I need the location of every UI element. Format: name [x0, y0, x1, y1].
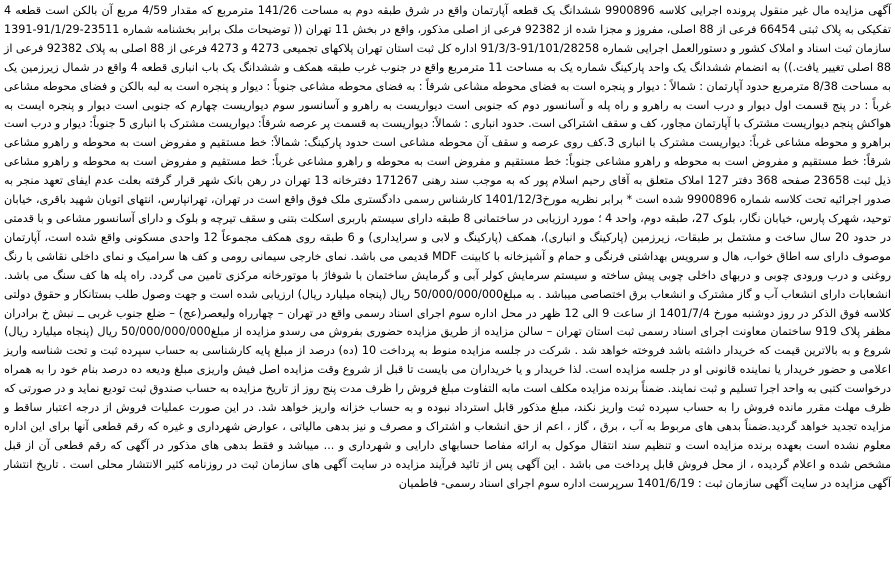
- auction-notice-text: آگهی مزایده مال غیر منقول پرونده اجرایی کلاسه 9900896 ششدانگ یک قطعه آپارتمان واقع در شرق طبقه دوم به مساحت 141/26 مترمربع که مقدار 4/59 مربع آن بالکن است قطعه 4 تفکیکی به پلاک ثبتی 66454 فرعی از 88 اصلی، مفروز و مجزا شده از 92382 فرعی از اصلی مذکور، واقع در بخش 11 تهران (( توضیحات ملک برابر بخشنامه شماره 23511-91/1/29-1391 سازمان ثبت اسناد و املاک کشور و دستورالعمل اجرایی شماره 91/101/28258-91/3/3 اداره کل ثبت استان تهران پلاکهای تجمیعی 4273 و 4273 فرعی از 88 اصلی به پلاک 92382 فرعی از 88 اصلی تغییر یافت.)) به انضمام ششدانگ یک واحد پارکینگ شماره یک به مساحت 11 مترمربع واقع در جنوب غرب طبقه همکف و ششدانگ یک باب انباری قطعه 4 واقع در شمال زیرزمین یک به مساحت 8/38 مترمربع حدود آپارتمان : شمالاً : دیوار و پنجره است به فضای محوطه مشاعی شرقاً : به فضای محوطه مشاعی جنوباً : دیوار و پنجره است به لبه بالکن و فضای محوطه مشاعی غرباً : در پنج قسمت اول دیوار و درب است به راهرو و راه پله و آسانسور دوم که جنوبی است دیواریست به راهرو و آسانسور سوم دیواریست چهارم که جنوبی است دیوار و پنجره ایست به هواکش پنجم دیواریست مشترک با آپارتمان مجاور، کف و سقف اشتراکی است. حدود انباری : شمالاً: دیواریست به قسمت پر عرصه شرقاً: دیواریست مشترک با انباری 5 جنوباً: دیوار و درب است براهرو و محوطه مشاعی غرباً: دیواریست مشترک با انباری 3.کف روی عرصه و سقف آن محوطه مشاعی است حدود پارکینگ: شمالاً: خط مستقیم و مفروض است به محوطه و راهرو مشاعی شرقاً: خط مستقیم و مفروض است به محوطه و راهرو مشاعی جنوباً: خط مستقیم و مفروض است به محوطه و راهرو مشاعی غرباً: خط مستقیم و مفروض است به محوطه و راهرو مشاعی ذیل ثبت 23658 صفحه 368 دفتر 127 املاک متعلق به آقای رحیم اسلام پور که به موجب سند رهنی 171267 دفترخانه 13 تهران در رهن بانک شهر قرار گرفته بعلت عدم ایفای تعهد منجر به صدور اجرائیه تحت کلاسه شماره 9900896 شده است * برابر نظریه مورخ1401/12/3 کارشناس رسمی دادگستری ملک فوق واقع است در تهران، تهرانپارس، انتهای اتوبان شهید باقری، خیابان توحید، شهرک پارس، خیابان نگار، بلوک 27، طبقه دوم، واحد 4 ؛ مورد ارزیابی در ساختمانی 8 طبقه دارای سیستم باربری اسکلت بتنی و سقف تیرچه و بلوک و دارای آسانسور مشاعی و با قدمتی در حدود 20 سال ساخت و مشتمل بر طبقات، زیرزمین (پارکینگ و انباری)، همکف (پارکینگ و لابی و سرایداری) و 6 طبقه روی همکف مجموعاً 12 واحدی مسکونی واقع شده است، آپارتمان موصوف دارای سه اطاق خواب، هال و سرویس بهداشتی فرنگی و حمام و آشپزخانه با کابینت MDF قدیمی می باشد. نمای خارجی سیمانی رومی و کف ها سرامیک و نمای داخلی نقاشی با رنگ روغنی و درب ورودی چوبی و دربهای داخلی چوبی پیش ساخته و سیستم سرمایش کولر آبی و گرمایش ساختمان با شوفاژ با موتورخانه مرکزی تامین می گردد. راه پله ها کف سنگ می باشد. انشعابات دارای انشعاب آب و گاز مشترک و انشعاب برق اختصاصی میباشد . به مبلغ50/000/000/000 ریال (پنجاه میلیارد ریال) ارزیابی شده است و جهت وصول طلب بستانکار و حقوق دولتی کلاسه فوق الذکر در روز دوشنبه مورخ 1401/7/4 از ساعت 9 الی 12 ظهر در محل اداره سوم اجرای اسناد رسمی واقع در تهران – چهارراه ولیعصر(عج) – ضلع جنوب غربی ــ نبش خ برادران مظفر پلاک 919 ساختمان معاونت اجرای اسناد رسمی ثبت استان تهران – سالن مزایده از طریق مزایده حضوری بفروش می رسدو مزایده از مبلغ50/000/000/000 ریال (پنجاه میلیارد ریال) شروع و به بالاترین قیمت که خریدار داشته باشد فروخته خواهد شد . شرکت در جلسه مزایده منوط به پرداخت 10 (ده) درصد از مبلغ پایه کارشناسی به حساب سپرده ثبت و تحت شناسه واریز اعلامی و حضور خریدار یا نماینده قانونی او در جلسه مزایده است. لذا خریدار و یا خریداران می بایست تا قبل از شروع وقت مزایده اصل فیش واریزی مبلغ ودیعه ده درصد بنام خود را به همراه درخواست کتبی به واحد اجرا تسلیم و ثبت نمایند. ضمناً برنده مزایده مکلف است مابه التفاوت مبلغ فروش را ظرف مدت پنج روز از تاریخ مزایده به حساب صندوق ثبت تودیع نماید و در صورتی که ظرف مهلت مقرر مانده فروش را به حساب سپرده ثبت واریز نکند، مبلغ مذکور قابل استرداد نبوده و به حساب خزانه واریز خواهد شد. در این صورت عملیات فروش از درجه اعتبار ساقط و مزایده تجدید خواهد گردید.ضمناً بدهی های مربوط به آب ، برق ، گاز ، اعم از حق انشعاب و اشتراک و مصرف و نیز بدهی مالیاتی ، عوارض شهرداری و غیره که رقم قطعی آنها برای این اداره معلوم نشده است بعهده برنده مزایده است و تنظیم سند انتقال موکول به ارائه مفاصا حسابهای دارایی و شهرداری و ... میباشد و فقط بدهی های مذکور در آگهی که رقم قطعی آن از قبل مشخص شده و اعلام گردیده ، از محل فروش قابل پرداخت می باشد . این آگهی پس از تائید فرآیند مزایده در سایت آگهی های سازمان ثبت در روزنامه کثیر الانتشار محلی است . تاریخ انتشار آگهی مزایده در سایت آگهی سازمان ثبت : 1401/6/19 سرپرست اداره سوم اجرای اسناد رسمی- فاطمیان: [4, 4, 892, 490]
